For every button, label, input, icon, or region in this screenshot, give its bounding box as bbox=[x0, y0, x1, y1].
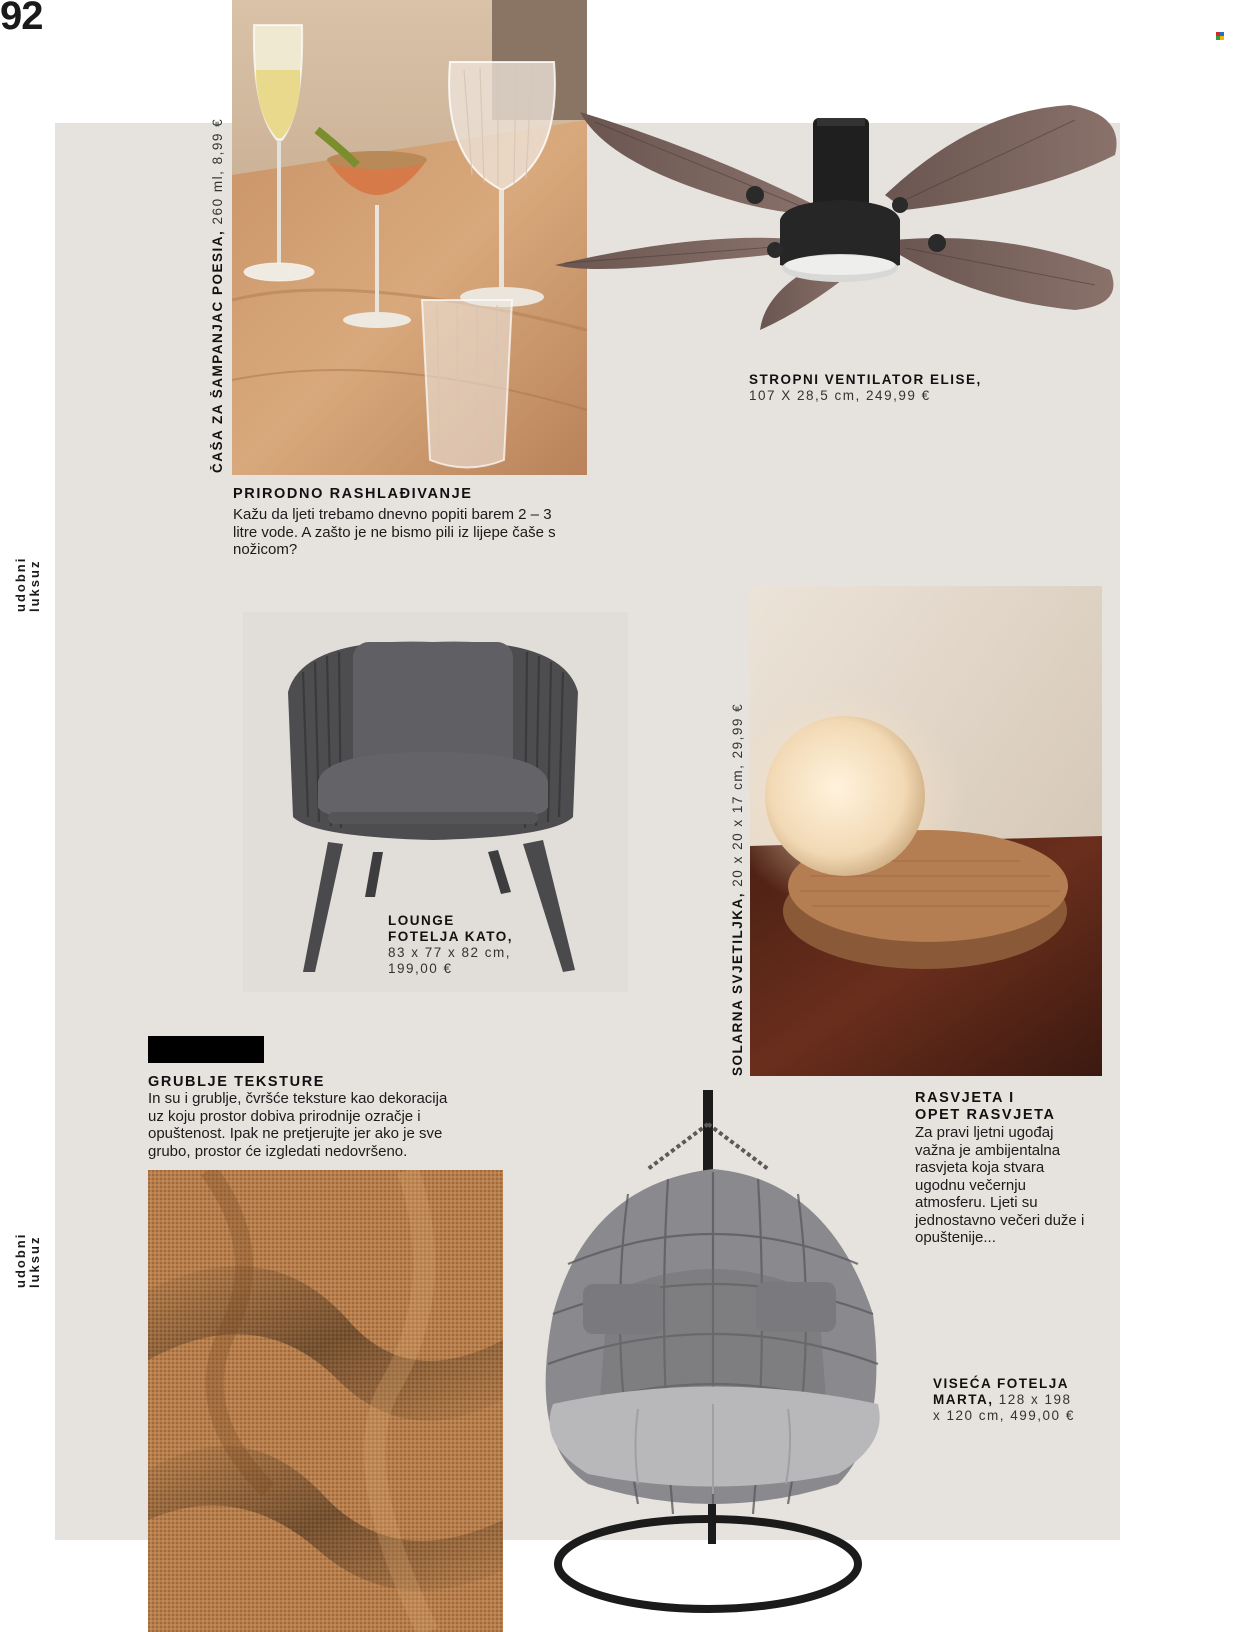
hanging-chair-name-line1: VISEĆA FOTELJA bbox=[933, 1376, 1070, 1391]
hanging-chair-image bbox=[528, 1084, 908, 1632]
cooling-heading: PRIRODNO RASHLAĐIVANJE bbox=[233, 486, 473, 502]
brand-logo-icon bbox=[1216, 32, 1224, 40]
textures-body: In su i grublje, čvršće teksture kao dekoracija uz koju prostor dobiva prirodnije ozračje i opuštenost. Ipak ne pretjerujte jer ako je sve grubo, prostor će izgledati nedovršeno. bbox=[148, 1090, 448, 1160]
lamp-caption bbox=[730, 702, 746, 1076]
chair-details-line1: 83 x 77 x 82 cm, bbox=[388, 945, 512, 960]
lighting-body: Za pravi ljetni ugođaj važna je ambijentalna rasvjeta koja stvara ugodnu večernju atmosferu. Ljeti su jednostavno večeri duže i opuštenije... bbox=[915, 1124, 1085, 1246]
section-label-bottom: udobni luksuz bbox=[13, 1232, 42, 1288]
chair-name-line2: FOTELJA KATO, bbox=[388, 929, 514, 944]
lamp-name: SOLARNA SVJETILJKA, bbox=[730, 891, 745, 1076]
hanging-chair-details-line2: x 120 cm, 499,00 € bbox=[933, 1408, 1075, 1423]
fan-details: 107 X 28,5 cm, 249,99 € bbox=[749, 388, 931, 403]
cooling-body: Kažu da ljeti trebamo dnevno popiti barem 2 – 3 litre vode. A zašto je ne bismo pili iz lijepe čaše s nožicom? bbox=[233, 506, 556, 558]
hanging-chair-name-line2: MARTA, bbox=[933, 1392, 994, 1407]
glass-caption bbox=[210, 117, 226, 473]
glass-name: ČAŠA ZA ŠAMPANJAC POESIA, bbox=[210, 229, 225, 473]
lighting-heading: RASVJETA I OPET RASVJETA bbox=[915, 1090, 1056, 1123]
page-number: 92 bbox=[0, 0, 43, 38]
fan-name: STROPNI VENTILATOR ELISE, bbox=[749, 372, 982, 387]
section-label-top: udobni luksuz bbox=[13, 556, 42, 612]
fan-caption bbox=[749, 372, 1079, 404]
burlap-texture-photo bbox=[148, 1170, 503, 1632]
section-divider-bar bbox=[148, 1036, 264, 1063]
textures-heading: GRUBLJE TEKSTURE bbox=[148, 1074, 326, 1090]
ceiling-fan-image bbox=[555, 100, 1155, 350]
hanging-chair-caption bbox=[933, 1376, 1123, 1424]
chair-name-line1: LOUNGE bbox=[388, 913, 455, 928]
glassware-photo bbox=[232, 0, 587, 475]
lamp-details: 20 x 20 x 17 cm, 29,99 € bbox=[730, 702, 745, 887]
chair-details-line2: 199,00 € bbox=[388, 961, 453, 976]
chair-caption bbox=[388, 913, 548, 977]
glass-details: 260 ml, 8,99 € bbox=[210, 117, 225, 225]
solar-lamp-photo bbox=[750, 586, 1102, 1076]
hanging-chair-details-line1: 128 x 198 bbox=[998, 1392, 1072, 1407]
